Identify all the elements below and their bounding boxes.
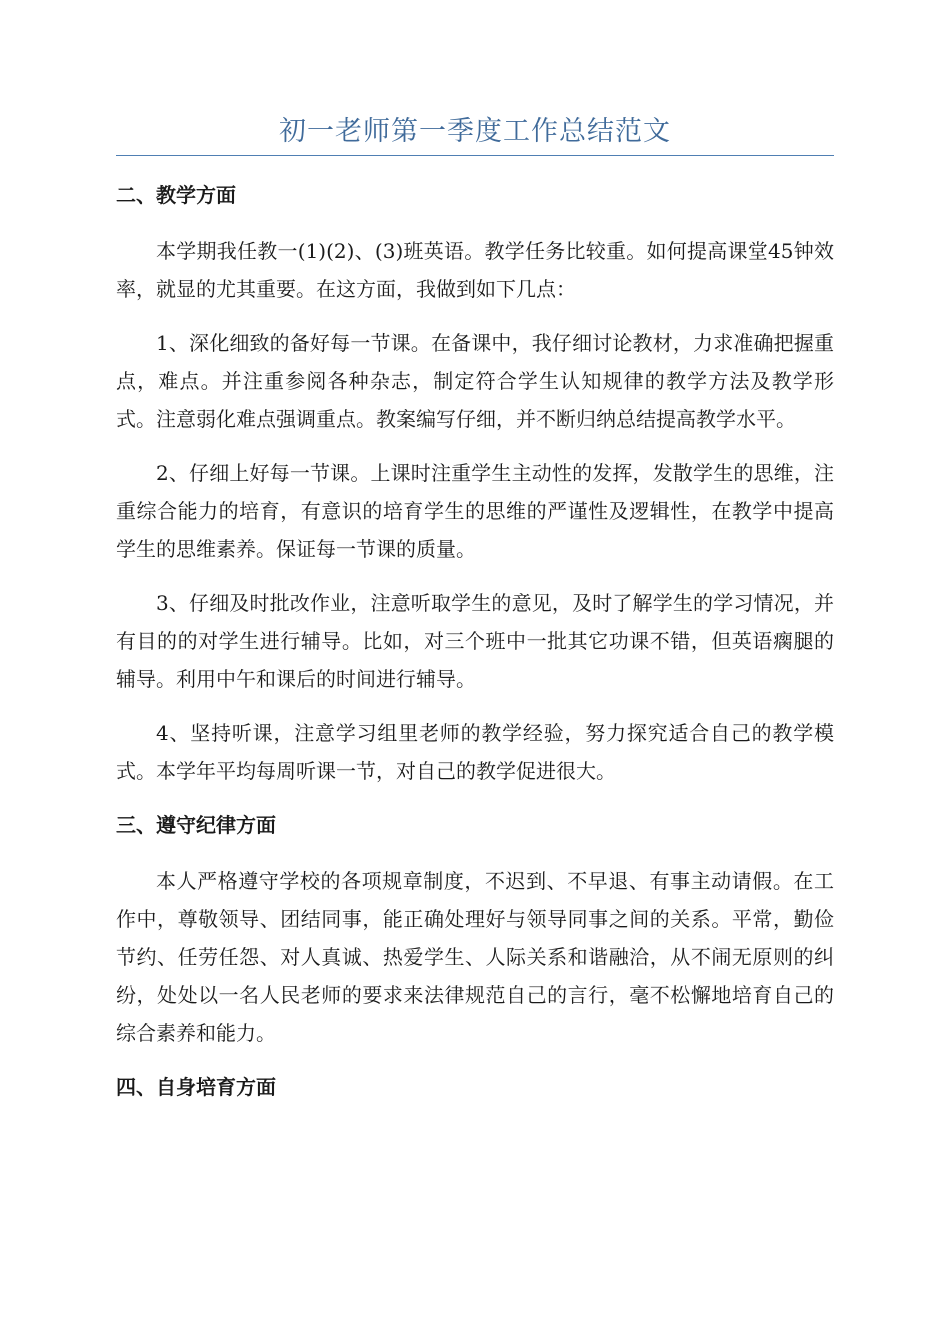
section-discipline bbox=[116, 806, 834, 1052]
document-title: 初一老师第一季度工作总结范文 bbox=[279, 116, 671, 147]
section-self-development bbox=[116, 1068, 834, 1106]
paragraph: 1、深化细致的备好每一节课。在备课中，我仔细讨论教材，力求准确把握重点，难点。并注重参阅各种杂志，制定符合学生认知规律的教学方法及教学形式。注意弱化难点强调重点。教案编写仔细，并不断归纳总结提高教学水平。 bbox=[116, 331, 834, 431]
title-underline bbox=[116, 155, 834, 156]
paragraph: 4、坚持听课，注意学习组里老师的教学经验，努力探究适合自己的教学模式。本学年平均每周听课一节，对自己的教学促进很大。 bbox=[116, 721, 834, 783]
section-heading: 二、教学方面 bbox=[116, 183, 236, 207]
paragraph: 3、仔细及时批改作业，注意听取学生的意见，及时了解学生的学习情况，并有目的的对学生进行辅导。比如，对三个班中一批其它功课不错，但英语瘸腿的辅导。利用中午和课后的时间进行辅导。 bbox=[116, 591, 834, 691]
section-heading: 三、遵守纪律方面 bbox=[116, 813, 276, 837]
document-body bbox=[116, 176, 834, 1124]
section-heading: 四、自身培育方面 bbox=[116, 1075, 276, 1099]
paragraph: 本人严格遵守学校的各项规章制度，不迟到、不早退、有事主动请假。在工作中，尊敬领导、团结同事，能正确处理好与领导同事之间的关系。平常，勤俭节约、任劳任怨、对人真诚、热爱学生、人际关系和谐融洽，从不闹无原则的纠纷，处处以一名人民老师的要求来法律规范自己的言行，毫不松懈地培育自己的综合素养和能力。 bbox=[116, 869, 834, 1045]
section-teaching bbox=[116, 176, 834, 790]
paragraph: 本学期我任教一(1)(2)、(3)班英语。教学任务比较重。如何提高课堂45钟效率，就显的尤其重要。在这方面，我做到如下几点： bbox=[116, 239, 834, 301]
paragraph: 2、仔细上好每一节课。上课时注重学生主动性的发挥，发散学生的思维，注重综合能力的培育，有意识的培育学生的思维的严谨性及逻辑性，在教学中提高学生的思维素养。保证每一节课的质量。 bbox=[116, 461, 834, 561]
